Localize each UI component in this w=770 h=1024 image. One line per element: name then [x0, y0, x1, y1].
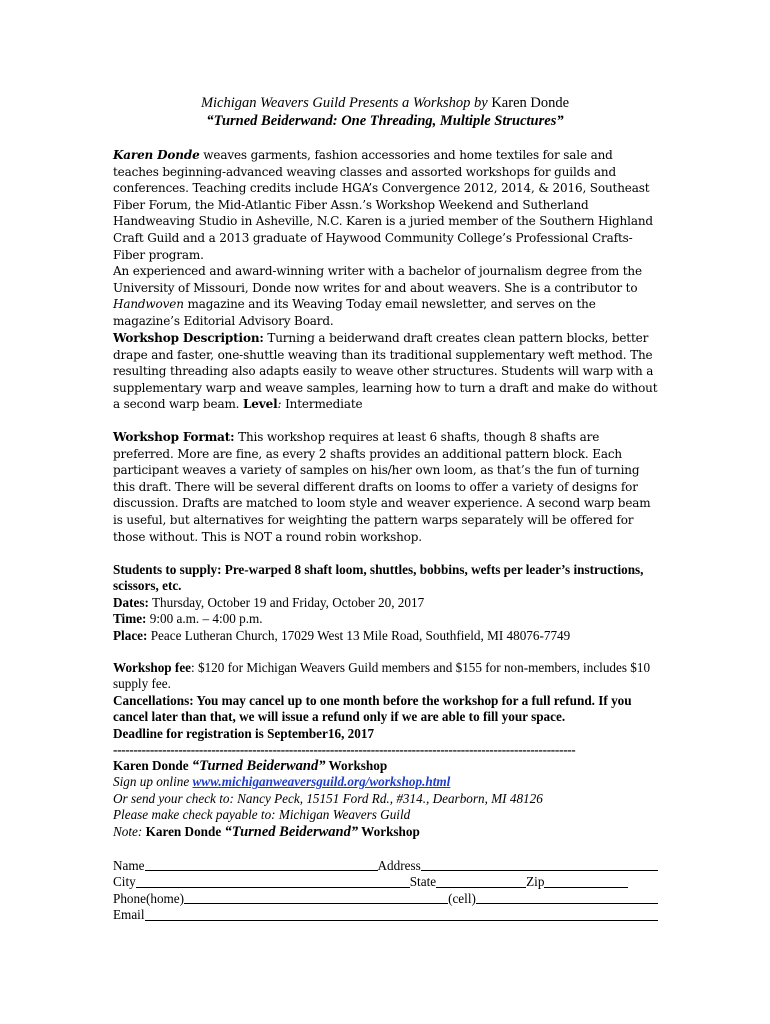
bio-paragraph-1: [113, 147, 658, 263]
heading-instructor-name: Karen Donde: [491, 95, 570, 111]
bio-text-2b: magazine and its Weaving Today email newsletter, and serves on the magazine’s Editorial Advisory Board.: [113, 297, 596, 328]
check-address-text: Or send your check to: Nancy Peck, 15151 Ford Rd., #314., Dearborn, MI 48126: [113, 790, 543, 806]
signup-line: [113, 774, 658, 790]
dates-label: Dates:: [113, 594, 149, 610]
address-label: Address: [377, 858, 421, 873]
payable-text: Please make check payable to: Michigan Weavers Guild: [113, 807, 411, 823]
time-line: [113, 611, 658, 627]
supply-text: Students to supply: Pre-warped 8 shaft loom, shuttles, bobbins, wefts per leader’s instructions, scissors, etc.: [113, 562, 644, 594]
email-field[interactable]: [145, 908, 659, 921]
level-value: Intermediate: [285, 397, 363, 412]
cell-label: (cell): [448, 890, 476, 906]
form-heading: [113, 758, 658, 774]
city-field[interactable]: [136, 875, 410, 888]
form-heading-name: Karen Donde: [113, 758, 192, 773]
details-section: [113, 562, 658, 644]
state-field[interactable]: [436, 875, 526, 888]
note-label: Note:: [113, 823, 146, 839]
name-field[interactable]: [145, 858, 378, 871]
bio-text-2a: An experienced and award-winning writer with a bachelor of journalism degree from the University of Missouri, Donde now writes for and about weavers. She is a contributor to: [113, 264, 642, 295]
fee-value: : $120 for Michigan Weavers Guild members and $155 for non-members, includes $10 supply fee.: [113, 660, 651, 692]
address-field[interactable]: [421, 858, 658, 871]
level-separator: :: [277, 397, 286, 412]
city-state-zip-row: [113, 874, 658, 890]
deadline-text: Deadline for registration is September16, 2017: [113, 725, 375, 741]
form-heading-suffix: Workshop: [325, 758, 388, 773]
dates-value: Thursday, October 19 and Friday, October 20, 2017: [148, 594, 425, 610]
bio-section: [113, 147, 658, 330]
fee-label: Workshop fee: [113, 660, 192, 675]
city-label: City: [113, 874, 136, 890]
description-section: [113, 330, 658, 413]
place-value: Peace Lutheran Church, 17029 West 13 Mile Road, Southfield, MI 48076-7749: [147, 627, 571, 643]
dates-line: [113, 595, 658, 611]
note-name: Karen Donde: [145, 823, 225, 839]
bio-text-1: weaves garments, fashion accessories and home textiles for sale and teaches beginning-advanced weaving classes and assorted workshops for guilds and conferences. Teaching credits include HGA’s Convergence 2012, 2014, & 2016, Southeast Fiber Forum, the Mid-Atlantic Fiber Assn.’s Workshop Weekend and Sutherland Handweaving Studio in Asheville, N.C. Karen is a juried member of the Southern Highland Craft Guild and a 2013 graduate of Haywood Community College’s Professional Crafts-Fiber program.: [113, 148, 653, 262]
phone-row: [113, 891, 658, 907]
cancellation-text: Cancellations: You may cancel up to one month before the workshop for a full refund. If you cancel later than that, we will issue a refund only if we are able to fill your space.: [113, 692, 632, 725]
bio-name: Karen Donde: [113, 148, 200, 162]
registration-section: [113, 758, 658, 840]
zip-label: Zip: [526, 874, 545, 890]
fees-section: [113, 660, 658, 758]
format-section: [113, 429, 658, 545]
note-title: “Turned Beiderwand”: [224, 823, 359, 840]
zip-field[interactable]: [544, 875, 628, 888]
place-line: [113, 628, 658, 644]
note-line: [113, 824, 658, 840]
registration-form: [113, 858, 658, 924]
phone-label: Phone(home): [113, 890, 185, 906]
description-label: Workshop Description:: [113, 331, 264, 345]
workshop-title: “Turned Beiderwand: One Threading, Multiple Structures”: [206, 113, 564, 129]
dashed-divider: -----------------------------------------------------------------------------------------------------------------: [113, 742, 576, 758]
bio-paragraph-2: [113, 263, 658, 329]
time-label: Time:: [113, 611, 147, 627]
format-text: This workshop requires at least 6 shafts, though 8 shafts are preferred. More are fine, as every 2 shafts provides an additional pattern block. Each participant weaves a variety of samples on his/her own loom, as that’s the fun of turning this draft. There will be several different drafts on looms to offer a variety of designs for discussion. Drafts are matched to loom style and weaver experience. A second warp beam is useful, but alternatives for weighting the pattern warps separately will be offered for those without. This is NOT a round robin workshop.: [113, 430, 651, 544]
fee-line: [113, 660, 658, 693]
level-label: Level: [243, 397, 278, 412]
heading-italic-text: Michigan Weavers Guild Presents a Workshop by: [200, 95, 488, 111]
description-text: Turning a beiderwand draft creates clean pattern blocks, better drape and faster, one-shuttle weaving than its traditional supplementary weft method. The resulting threading also adapts easily to weave other structures. Students will warp with a supplementary warp and weave samples, learning how to turn a draft and make do without a second warp beam.: [113, 331, 658, 412]
bio-magazine: Handwoven: [113, 297, 184, 312]
name-label: Name: [113, 858, 145, 873]
state-label: State: [409, 874, 437, 890]
time-value: 9:00 a.m. – 4:00 p.m.: [146, 611, 263, 627]
phone-cell-field[interactable]: [476, 891, 658, 904]
format-label: Workshop Format:: [113, 430, 235, 444]
form-heading-title: “Turned Beiderwand”: [191, 758, 326, 774]
phone-home-field[interactable]: [184, 891, 448, 904]
name-address-row: [113, 858, 658, 874]
workshop-url-link[interactable]: www.michiganweaversguild.org/workshop.html: [192, 774, 451, 790]
workshop-heading: [0, 95, 770, 112]
place-label: Place:: [113, 627, 148, 643]
email-label: Email: [113, 907, 145, 923]
note-suffix: Workshop: [358, 823, 420, 839]
email-row: [113, 907, 658, 923]
signup-text: Sign up online: [113, 774, 193, 790]
